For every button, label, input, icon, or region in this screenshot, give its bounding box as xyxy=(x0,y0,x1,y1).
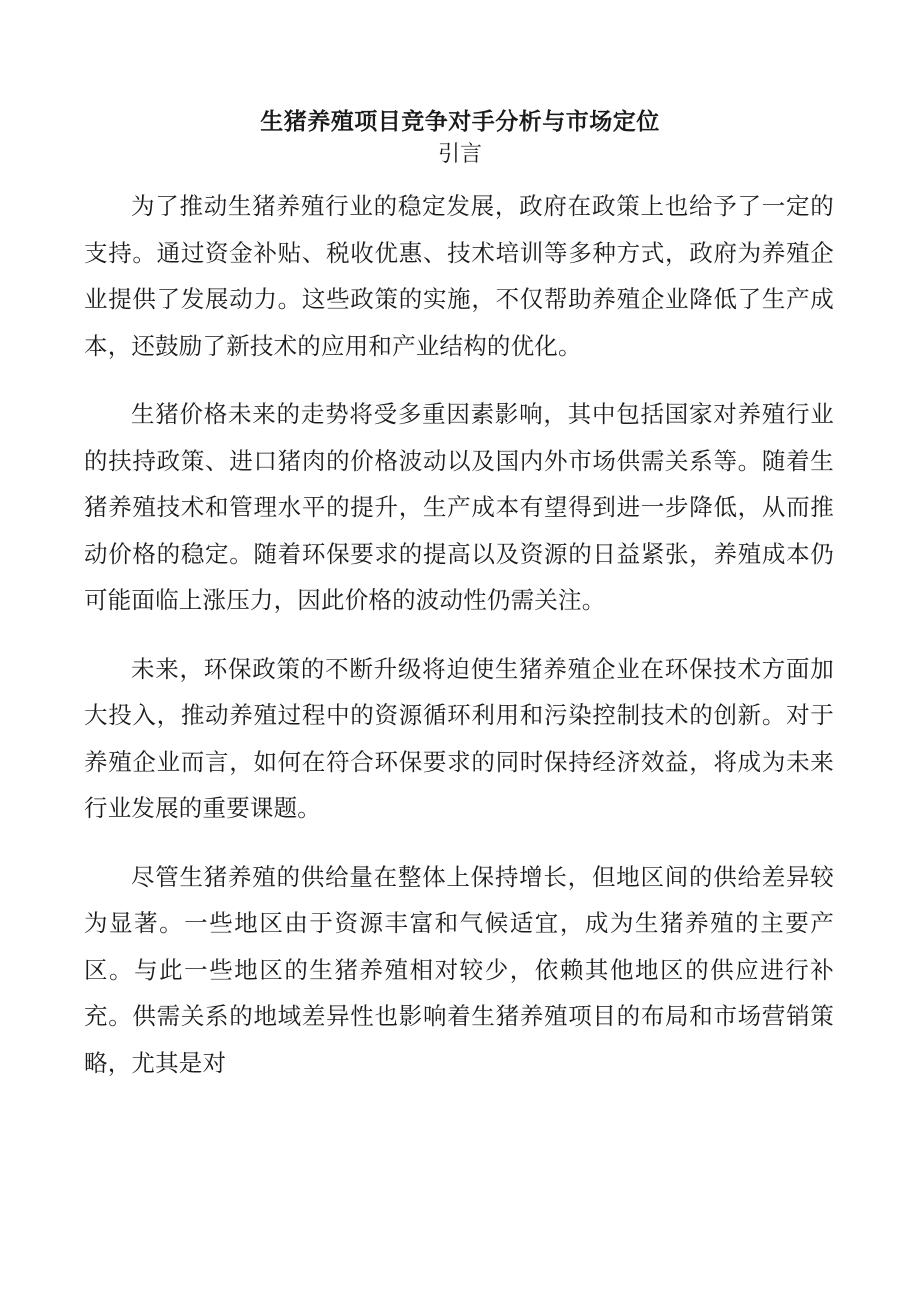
paragraph-2: 生猪价格未来的走势将受多重因素影响，其中包括国家对养殖行业的扶持政策、进口猪肉的价格波动以及国内外市场供需关系等。随着生猪养殖技术和管理水平的提升，生产成本有望得到进一步降低，从而推动价格的稳定。随着环保要求的提高以及资源的日益紧张，养殖成本仍可能面临上涨压力，因此价格的波动性仍需关注。 xyxy=(84,400,834,614)
paragraph-1: 为了推动生猪养殖行业的稳定发展，政府在政策上也给予了一定的支持。通过资金补贴、税收优惠、技术培训等多种方式，政府为养殖企业提供了发展动力。这些政策的实施，不仅帮助养殖企业降低了生产成本，还鼓励了新技术的应用和产业结构的优化。 xyxy=(84,192,834,360)
paragraph-3: 未来，环保政策的不断升级将迫使生猪养殖企业在环保技术方面加大投入，推动养殖过程中的资源循环利用和污染控制技术的创新。对于养殖企业而言，如何在符合环保要求的同时保持经济效益，将成为未来行业发展的重要课题。 xyxy=(84,654,834,822)
document-body xyxy=(84,183,834,1108)
paragraph-4: 尽管生猪养殖的供给量在整体上保持增长，但地区间的供给差异较为显著。一些地区由于资源丰富和气候适宜，成为生猪养殖的主要产区。与此一些地区的生猪养殖相对较少，依赖其他地区的供应进行补充。供需关系的地域差异性也影响着生猪养殖项目的布局和市场营销策略，尤其是对 xyxy=(84,862,834,1077)
document-title: 生猪养殖项目竞争对手分析与市场定位 xyxy=(260,108,660,135)
section-heading: 引言 xyxy=(437,142,482,167)
